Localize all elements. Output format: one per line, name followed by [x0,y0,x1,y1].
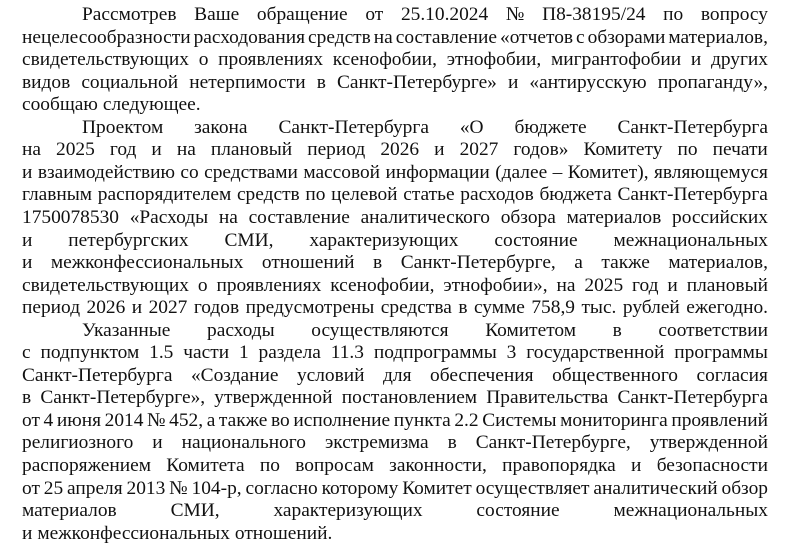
text-line: и взаимодействию со средствами массовой информации (далее – Комитет), являющемуся [22,161,768,183]
text-line: и межконфессиональных отношений. [22,522,333,544]
text-line: свидетельствующих о проявлениях ксенофобии, этнофобии», на 2025 год и плановый [22,274,768,296]
text-line: Санкт-Петербурга «Создание условий для обеспечения общественного согласия [22,364,768,386]
text-line: нецелесообразности расходования средств на составление «отчетов с обзорами материалов, [22,26,768,48]
text-line: свидетельствующих о проявлениях ксенофобии, этнофобии, мигрантофобии и других [22,49,768,71]
text-line: с подпунктом 1.5 части 1 раздела 11.3 подпрограммы 3 государственной программы [22,342,768,364]
text-line: видов социальной нетерпимости в Санкт-Петербурге» и «антирусскую пропаганду», [22,71,768,93]
text-line: материалов СМИ, характеризующих состояние межнациональных [22,500,768,522]
text-line: на 2025 год и на плановый период 2026 и 2027 годов» Комитету по печати [22,139,768,161]
text-line: период 2026 и 2027 годов предусмотрены средства в сумме 758,9 тыс. рублей ежегодно. [22,297,768,319]
text-line: от 4 июня 2014 № 452, а также во исполнение пункта 2.2 Системы мониторинга проявлений [22,409,768,431]
text-line: сообщаю следующее. [22,94,201,116]
text-line: Указанные расходы осуществляются Комитетом в соответствии [82,319,768,341]
text-line: в Санкт-Петербурге», утвержденной постановлением Правительства Санкт-Петербурга [22,387,768,409]
text-line: от 25 апреля 2013 № 104-р, согласно которому Комитет осуществляет аналитический обзор [22,477,768,499]
text-line: и петербургских СМИ, характеризующих состояние межнациональных [22,229,768,251]
text-line: Рассмотрев Ваше обращение от 25.10.2024 № П8-38195/24 по вопросу [82,4,768,25]
text-line: главным распорядителем средств по целевой статье расходов бюджета Санкт-Петербурга [22,184,768,206]
text-line: 1750078530 «Расходы на составление аналитического обзора материалов российских [22,206,768,228]
text-line: распоряжением Комитета по вопросам законности, правопорядка и безопасности [22,455,768,476]
text-line: и межконфессиональных отношений в Санкт-Петербурге, а также материалов, [22,252,768,274]
text-line: Проектом закона Санкт-Петербурга «О бюджете Санкт-Петербурга [82,116,768,138]
text-line: религиозного и национального экстремизма в Санкт-Петербурге, утвержденной [22,432,768,454]
